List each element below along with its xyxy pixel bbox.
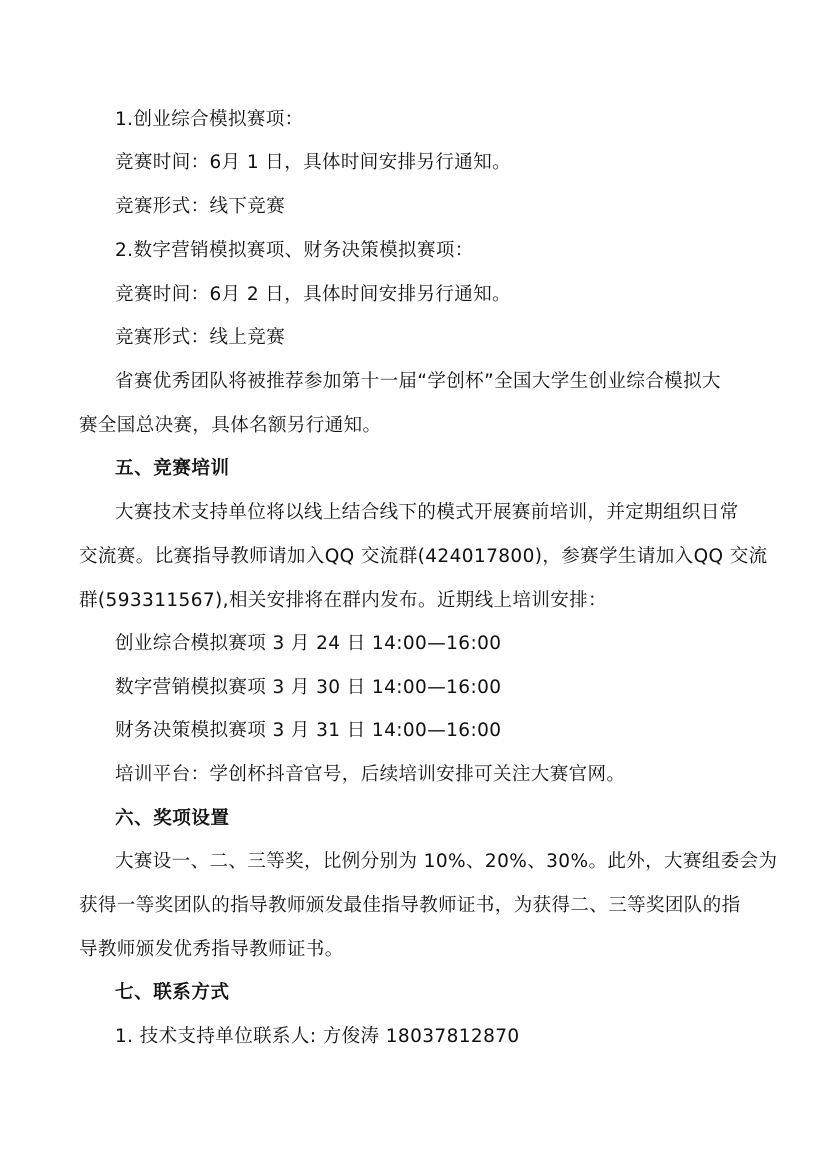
- contact-line: 1. 技术支持单位联系人: 方俊涛 18037812870: [115, 1026, 520, 1047]
- item-1-format: 竞赛形式：线下竞赛: [115, 196, 286, 217]
- recommendation-paragraph-cont: 赛全国总决赛，具体名额另行通知。: [79, 415, 382, 436]
- training-platform: 培训平台：学创杯抖音官号，后续培训安排可关注大赛官网。: [115, 764, 626, 785]
- recommendation-paragraph: 省赛优秀团队将被推荐参加第十一届“学创杯”全国大学生创业综合模拟大: [115, 371, 721, 392]
- training-paragraph-cont-1: 交流赛。比赛指导教师请加入QQ 交流群(424017800)，参赛学生请加入QQ 交流: [79, 546, 768, 567]
- item-1-heading: 1.创业综合模拟赛项：: [115, 109, 304, 130]
- item-1-time: 竞赛时间：6月 1 日，具体时间安排另行通知。: [115, 152, 512, 173]
- awards-paragraph-cont-1: 获得一等奖团队的指导教师颁发最佳指导教师证书，为获得二、三等奖团队的指: [79, 895, 741, 916]
- awards-paragraph-cont-2: 导教师颁发优秀指导教师证书。: [79, 939, 344, 960]
- training-schedule-3: 财务决策模拟赛项 3 月 31 日 14:00—16:00: [115, 720, 502, 741]
- training-paragraph: 大赛技术支持单位将以线上结合线下的模式开展赛前培训，并定期组织日常: [115, 502, 739, 523]
- section-5-heading: 五、竞赛培训: [115, 458, 230, 479]
- awards-paragraph: 大赛设一、二、三等奖，比例分别为 10%、20%、30%。此外，大赛组委会为: [115, 851, 778, 872]
- section-6-heading: 六、奖项设置: [115, 808, 230, 829]
- item-2-heading: 2.数字营销模拟赛项、财务决策模拟赛项：: [115, 240, 474, 261]
- item-2-time: 竞赛时间：6月 2 日，具体时间安排另行通知。: [115, 284, 512, 305]
- section-7-heading: 七、联系方式: [115, 982, 230, 1003]
- training-schedule-2: 数字营销模拟赛项 3 月 30 日 14:00—16:00: [115, 677, 502, 698]
- item-2-format: 竞赛形式：线上竞赛: [115, 327, 286, 348]
- training-paragraph-cont-2: 群(593311567),相关安排将在群内发布。近期线上培训安排：: [79, 590, 607, 611]
- training-schedule-1: 创业综合模拟赛项 3 月 24 日 14:00—16:00: [115, 633, 502, 654]
